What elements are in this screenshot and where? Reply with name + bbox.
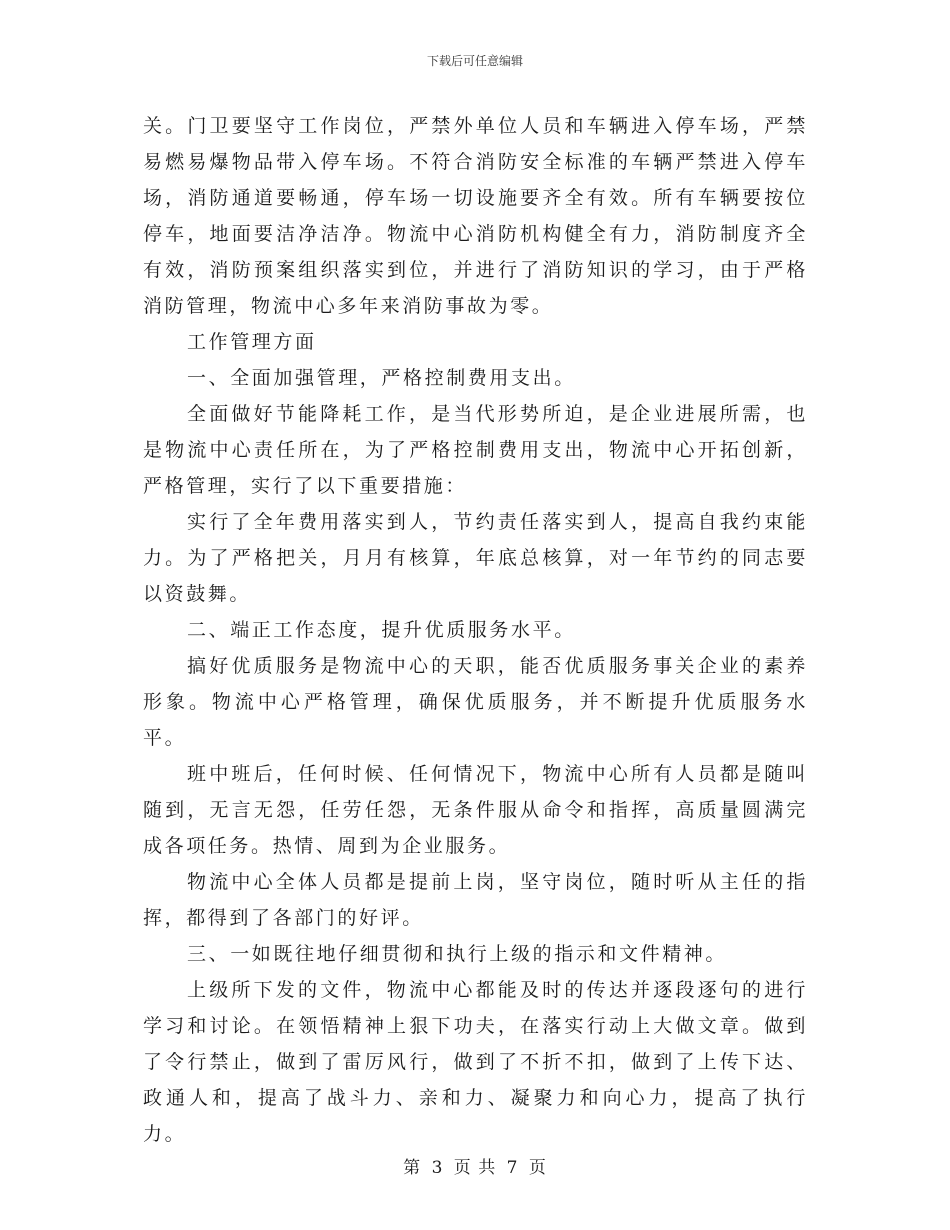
page-footer xyxy=(0,1153,950,1178)
total-page-count: 7 xyxy=(506,1158,519,1178)
footer-prefix: 第 xyxy=(403,1158,422,1178)
footer-suffix: 页 xyxy=(528,1158,547,1178)
subsection-heading: 三、一如既往地仔细贯彻和执行上级的指示和文件精神。 xyxy=(187,943,728,965)
paragraph: 实行了全年费用落实到人，节约责任落实到人，提高自我约束能力。为了严格把关，月月有核算，年底总核算，对一年节约的同志要以资鼓舞。 xyxy=(143,511,808,605)
paragraph: 物流中心全体人员都是提前上岗，坚守岗位，随时听从主任的指挥，都得到了各部门的好评。 xyxy=(143,871,808,929)
paragraph: 上级所下发的文件，物流中心都能及时的传达并逐段逐句的进行学习和讨论。在领悟精神上狠下功夫，在落实行动上大做文章。做到了令行禁止，做到了雷厉风行，做到了不折不扣，做到了上传下达、政通人和，提高了战斗力、亲和力、凝聚力和向心力，提高了执行力。 xyxy=(143,979,808,1145)
current-page-number: 3 xyxy=(431,1158,444,1178)
paragraph: 班中班后，任何时候、任何情况下，物流中心所有人员都是随叫随到，无言无怨，任劳任怨，无条件服从命令和指挥，高质量圆满完成各项任务。热情、周到为企业服务。 xyxy=(143,763,808,857)
footer-middle: 页 共 xyxy=(453,1158,497,1178)
subsection-heading: 二、端正工作态度，提升优质服务水平。 xyxy=(187,619,576,641)
paragraph: 关。门卫要坚守工作岗位，严禁外单位人员和车辆进入停车场，严禁易燃易爆物品带入停车场。不符合消防安全标准的车辆严禁进入停车场，消防通道要畅通，停车场一切设施要齐全有效。所有车辆要按位停车，地面要洁净洁净。物流中心消防机构健全有力，消防制度齐全有效，消防预案组织落实到位，并进行了消防知识的学习，由于严格消防管理，物流中心多年来消防事故为零。 xyxy=(143,115,808,317)
page-header: 下载后可任意编辑 xyxy=(426,54,523,68)
paragraph: 全面做好节能降耗工作，是当代形势所迫，是企业进展所需，也是物流中心责任所在，为了严格控制费用支出，物流中心开拓创新，严格管理，实行了以下重要措施： xyxy=(143,403,808,497)
document-body xyxy=(143,108,808,1152)
subsection-heading: 一、全面加强管理，严格控制费用支出。 xyxy=(187,367,576,389)
section-heading: 工作管理方面 xyxy=(187,331,317,353)
paragraph: 搞好优质服务是物流中心的天职，能否优质服务事关企业的素养形象。物流中心严格管理，确保优质服务，并不断提升优质服务水平。 xyxy=(143,655,808,749)
